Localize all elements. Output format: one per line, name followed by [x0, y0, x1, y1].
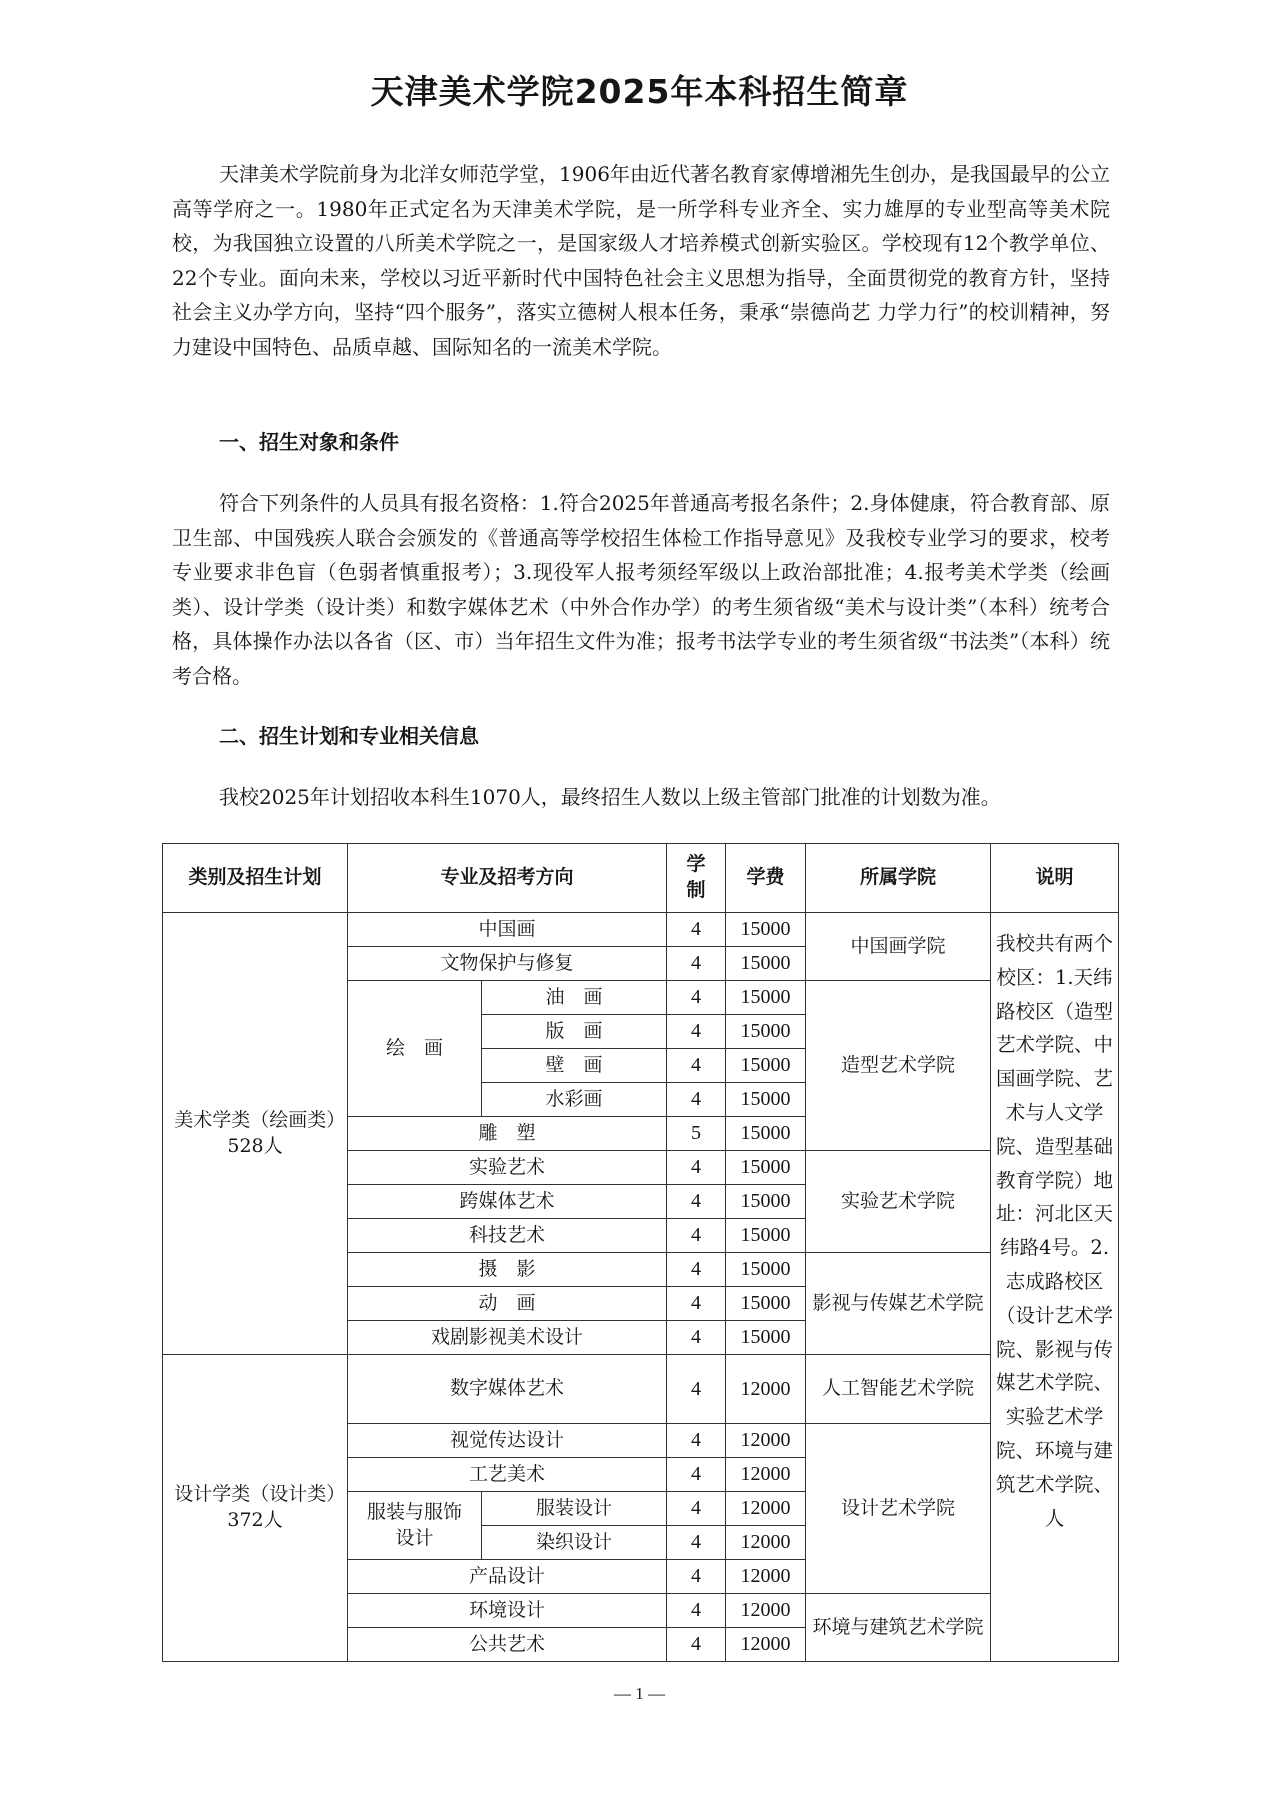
years-cell: 4: [667, 1355, 726, 1424]
years-cell: 4: [667, 1594, 726, 1628]
college-cell: 实验艺术学院: [806, 1151, 991, 1253]
major-cell: 摄 影: [348, 1253, 667, 1287]
years-cell: 4: [667, 1151, 726, 1185]
fee-cell: 12000: [726, 1594, 806, 1628]
header-fee: 学费: [726, 844, 806, 913]
fee-cell: 12000: [726, 1560, 806, 1594]
fee-cell: 12000: [726, 1628, 806, 1662]
years-cell: 4: [667, 1049, 726, 1083]
fee-cell: 15000: [726, 1083, 806, 1117]
college-cell: 设计艺术学院: [806, 1424, 991, 1594]
fee-cell: 15000: [726, 981, 806, 1015]
header-college: 所属学院: [806, 844, 991, 913]
major-cell: 动 画: [348, 1287, 667, 1321]
major-cell: 版 画: [482, 1015, 667, 1049]
years-cell: 4: [667, 913, 726, 947]
years-cell: 4: [667, 1560, 726, 1594]
major-cell: 跨媒体艺术: [348, 1185, 667, 1219]
header-category: 类别及招生计划: [163, 844, 348, 913]
fee-cell: 12000: [726, 1526, 806, 1560]
years-cell: 4: [667, 1424, 726, 1458]
years-cell: 4: [667, 1628, 726, 1662]
major-cell: 染织设计: [482, 1526, 667, 1560]
major-cell: 科技艺术: [348, 1219, 667, 1253]
category-cell: 美术学类（绘画类）528人: [163, 913, 348, 1355]
fee-cell: 15000: [726, 1015, 806, 1049]
years-cell: 4: [667, 981, 726, 1015]
header-major: 专业及招考方向: [348, 844, 667, 913]
table-row: [163, 1355, 1119, 1424]
section-heading-plan: 二、招生计划和专业相关信息: [219, 724, 479, 748]
table-header-row: [163, 844, 1119, 913]
major-group-cell: 服装与服饰设计: [348, 1492, 482, 1560]
intro-paragraph: 天津美术学院前身为北洋女师范学堂，1906年由近代著名教育家傅增湘先生创办，是我国最早的公立高等学府之一。1980年正式定名为天津美术学院，是一所学科专业齐全、实力雄厚的专业型高等美术院校，为我国独立设置的八所美术学院之一，是国家级人才培养模式创新实验区。学校现有12个教学单位、22个专业。面向未来，学校以习近平新时代中国特色社会主义思想为指导，全面贯彻党的教育方针，坚持社会主义办学方向，坚持“四个服务”，落实立德树人根本任务，秉承“崇德尚艺 力学力行”的校训精神，努力建设中国特色、品质卓越、国际知名的一流美术学院。: [172, 162, 1110, 359]
fee-cell: 15000: [726, 1117, 806, 1151]
fee-cell: 15000: [726, 1151, 806, 1185]
years-cell: 4: [667, 1492, 726, 1526]
major-cell: 戏剧影视美术设计: [348, 1321, 667, 1355]
college-cell: 影视与传媒艺术学院: [806, 1253, 991, 1355]
page-number: — 1 —: [614, 1684, 665, 1703]
enrollment-plan-table: [162, 843, 1119, 1662]
major-cell: 壁 画: [482, 1049, 667, 1083]
major-cell: 中国画: [348, 913, 667, 947]
major-group-cell: 绘 画: [348, 981, 482, 1117]
fee-cell: 15000: [726, 1253, 806, 1287]
note-cell: 我校共有两个校区：1.天纬路校区（造型艺术学院、中国画学院、艺术与人文学院、造型基础教育学院）地址：河北区天纬路4号。2.志成路校区（设计艺术学院、影视与传媒艺术学院、实验艺术学院、环境与建筑艺术学院、人: [991, 913, 1119, 1662]
years-cell: 4: [667, 1185, 726, 1219]
college-cell: 中国画学院: [806, 913, 991, 981]
major-cell: 实验艺术: [348, 1151, 667, 1185]
years-cell: 4: [667, 1015, 726, 1049]
major-cell: 文物保护与修复: [348, 947, 667, 981]
major-cell: 水彩画: [482, 1083, 667, 1117]
header-note: 说明: [991, 844, 1119, 913]
fee-cell: 15000: [726, 1049, 806, 1083]
fee-cell: 15000: [726, 913, 806, 947]
years-cell: 4: [667, 1526, 726, 1560]
years-cell: 4: [667, 1458, 726, 1492]
major-cell: 油 画: [482, 981, 667, 1015]
fee-cell: 12000: [726, 1424, 806, 1458]
years-cell: 4: [667, 1083, 726, 1117]
category-cell: 设计学类（设计类）372人: [163, 1355, 348, 1662]
major-cell: 数字媒体艺术: [348, 1355, 667, 1424]
header-years: 学制: [667, 844, 726, 913]
years-cell: 4: [667, 1219, 726, 1253]
major-cell: 视觉传达设计: [348, 1424, 667, 1458]
years-cell: 4: [667, 1287, 726, 1321]
major-cell: 雕 塑: [348, 1117, 667, 1151]
fee-cell: 15000: [726, 1321, 806, 1355]
college-cell: 人工智能艺术学院: [806, 1355, 991, 1424]
fee-cell: 15000: [726, 1287, 806, 1321]
eligibility-paragraph: 符合下列条件的人员具有报名资格：1.符合2025年普通高考报名条件；2.身体健康，符合教育部、原卫生部、中国残疾人联合会颁发的《普通高等学校招生体检工作指导意见》及我校专业学习的要求，校考专业要求非色盲（色弱者慎重报考）；3.现役军人报考须经军级以上政治部批准；4.报考美术学类（绘画类）、设计学类（设计类）和数字媒体艺术（中外合作办学）的考生须省级“美术与设计类”（本科）统考合格，具体操作办法以各省（区、市）当年招生文件为准；报考书法学专业的考生须省级“书法类”（本科）统考合格。: [172, 491, 1110, 688]
years-cell: 4: [667, 1253, 726, 1287]
major-cell: 环境设计: [348, 1594, 667, 1628]
fee-cell: 15000: [726, 947, 806, 981]
fee-cell: 12000: [726, 1492, 806, 1526]
major-cell: 工艺美术: [348, 1458, 667, 1492]
plan-paragraph: 我校2025年计划招收本科生1070人，最终招生人数以上级主管部门批准的计划数为准。: [219, 785, 1001, 809]
major-cell: 公共艺术: [348, 1628, 667, 1662]
page-title: 天津美术学院2025年本科招生简章: [370, 72, 909, 111]
major-cell: 服装设计: [482, 1492, 667, 1526]
section-heading-eligibility: 一、招生对象和条件: [219, 430, 399, 454]
years-cell: 4: [667, 1321, 726, 1355]
years-cell: 4: [667, 947, 726, 981]
college-cell: 环境与建筑艺术学院: [806, 1594, 991, 1662]
college-cell: 造型艺术学院: [806, 981, 991, 1151]
table-row: [163, 913, 1119, 947]
fee-cell: 15000: [726, 1185, 806, 1219]
fee-cell: 12000: [726, 1458, 806, 1492]
years-cell: 5: [667, 1117, 726, 1151]
fee-cell: 12000: [726, 1355, 806, 1424]
fee-cell: 15000: [726, 1219, 806, 1253]
major-cell: 产品设计: [348, 1560, 667, 1594]
